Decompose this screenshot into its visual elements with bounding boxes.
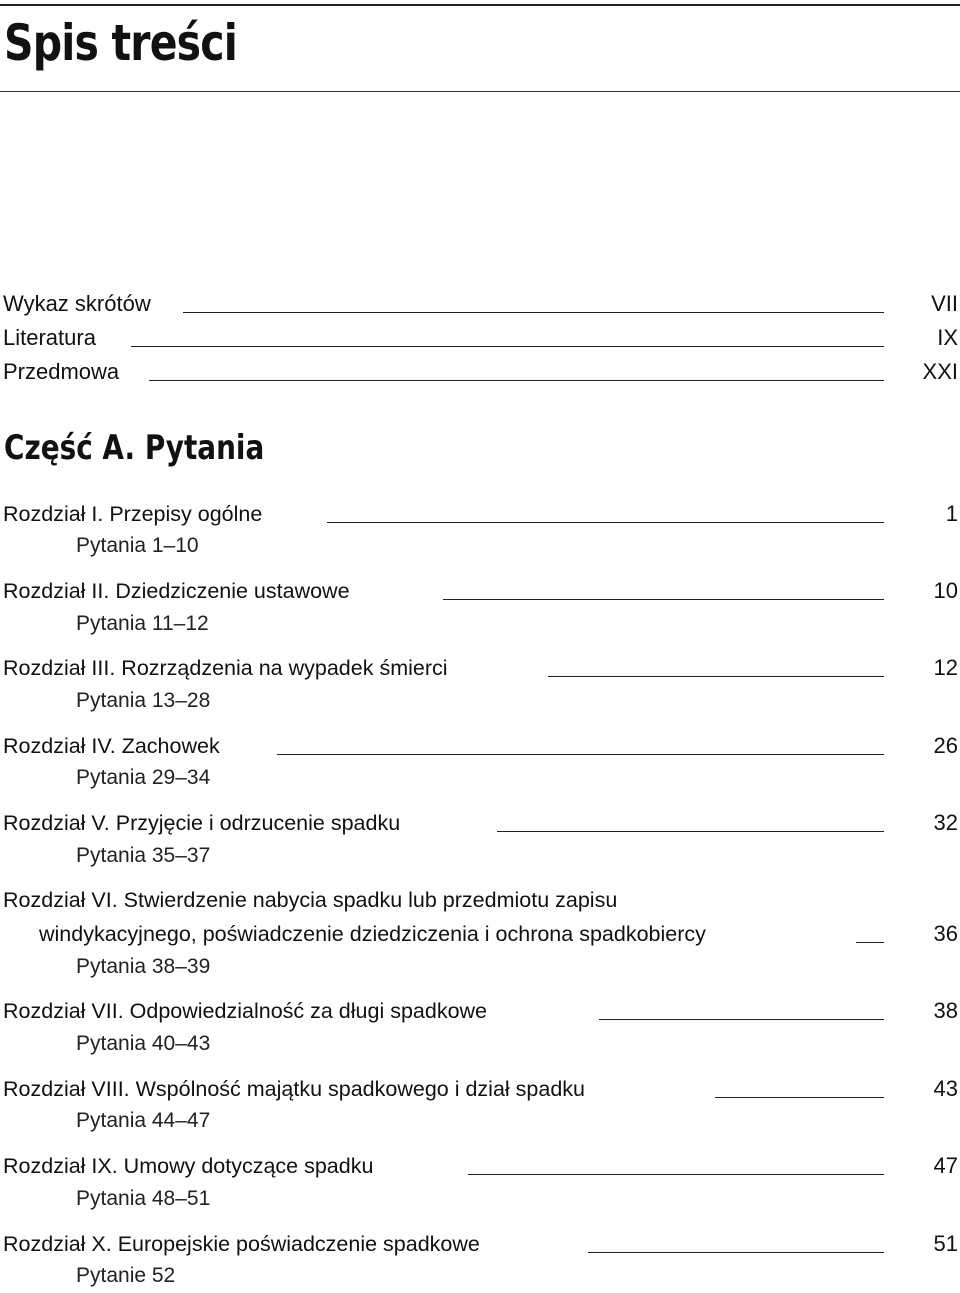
toc-entry-questions: Pytanie 52: [76, 1264, 176, 1287]
toc-entry-questions: Pytania 48–51: [76, 1187, 211, 1210]
toc-entry-page: 26: [933, 733, 958, 758]
leader-line: [277, 754, 884, 755]
toc-entry-questions: Pytania 38–39: [76, 955, 211, 978]
toc-entry-label: Literatura: [3, 325, 104, 351]
leader-line: [588, 1252, 884, 1253]
toc-entry-questions: Pytania 40–43: [76, 1032, 211, 1055]
title-rule: [0, 91, 960, 92]
toc-entry-chapter[interactable]: [3, 1229, 960, 1263]
toc-entry-label: Przedmowa: [3, 359, 127, 385]
toc-entry-page: IX: [937, 325, 958, 350]
leader-line: [468, 1174, 884, 1175]
toc-entry-chapter[interactable]: [3, 885, 960, 919]
toc-entry-chapter[interactable]: [3, 1074, 960, 1108]
toc-entry-front[interactable]: [3, 357, 960, 391]
toc-entry-label: Rozdział VI. Stwierdzenie nabycia spadku lub przedmiotu zapisu: [3, 887, 625, 913]
toc-entry-page: VII: [931, 291, 958, 316]
toc-entry-questions: Pytania 13–28: [76, 689, 211, 712]
leader-line: [856, 942, 884, 943]
toc-entry-chapter[interactable]: [3, 499, 960, 533]
toc-entry-chapter[interactable]: [3, 1151, 960, 1185]
toc-entry-label-continued: windykacyjnego, poświadczenie dziedziczenia i ochrona spadkobiercy: [39, 921, 714, 947]
leader-line: [443, 599, 884, 600]
toc-entry-label: Rozdział V. Przyjęcie i odrzucenie spadku: [3, 810, 408, 836]
toc-entry-chapter[interactable]: [3, 731, 960, 765]
top-rule: [0, 4, 960, 6]
toc-entry-label: Rozdział III. Rozrządzenia na wypadek śmierci: [3, 655, 456, 681]
toc-entry-page: 1: [945, 501, 958, 526]
toc-entry-page: XXI: [922, 359, 958, 384]
toc-entry-label: Rozdział IX. Umowy dotyczące spadku: [3, 1153, 381, 1179]
part-title: Część A. Pytania: [4, 428, 265, 468]
toc-entry-page: 10: [933, 578, 958, 603]
toc-entry-page: 36: [933, 921, 958, 946]
toc-entry-label: Rozdział X. Europejskie poświadczenie spadkowe: [3, 1231, 488, 1257]
leader-line: [131, 346, 884, 347]
toc-entry-label: Rozdział IV. Zachowek: [3, 733, 228, 759]
toc-entry-questions: Pytania 44–47: [76, 1109, 211, 1132]
toc-entry-page: 43: [933, 1076, 958, 1101]
toc-entry-label: Wykaz skrótów: [3, 291, 159, 317]
leader-line: [327, 522, 884, 523]
toc-entry-page: 38: [933, 998, 958, 1023]
toc-entry-chapter[interactable]: [3, 576, 960, 610]
leader-line: [149, 380, 884, 381]
leader-line: [548, 676, 884, 677]
toc-entry-questions: Pytania 11–12: [76, 612, 209, 635]
toc-entry-chapter-continued[interactable]: [39, 919, 960, 953]
toc-entry-questions: Pytania 35–37: [76, 844, 211, 867]
toc-entry-label: Rozdział VIII. Wspólność majątku spadkowego i dział spadku: [3, 1076, 593, 1102]
toc-entry-questions: Pytania 1–10: [76, 534, 199, 557]
page-title: Spis treści: [4, 14, 237, 72]
toc-entry-page: 51: [933, 1231, 958, 1256]
toc-entry-front[interactable]: [3, 323, 960, 357]
toc-entry-questions: Pytania 29–34: [76, 766, 211, 789]
leader-line: [497, 831, 884, 832]
toc-entry-page: 47: [933, 1153, 958, 1178]
leader-line: [599, 1019, 884, 1020]
toc-entry-label: Rozdział VII. Odpowiedzialność za długi spadkowe: [3, 998, 495, 1024]
toc-entry-page: 12: [933, 655, 958, 680]
toc-entry-label: Rozdział II. Dziedziczenie ustawowe: [3, 578, 358, 604]
toc-entry-front[interactable]: [3, 289, 960, 323]
leader-line: [715, 1097, 884, 1098]
toc-entry-chapter[interactable]: [3, 996, 960, 1030]
toc-entry-page: 32: [933, 810, 958, 835]
toc-entry-chapter[interactable]: [3, 808, 960, 842]
leader-line: [183, 312, 884, 313]
toc-entry-label: Rozdział I. Przepisy ogólne: [3, 501, 270, 527]
toc-entry-chapter[interactable]: [3, 653, 960, 687]
